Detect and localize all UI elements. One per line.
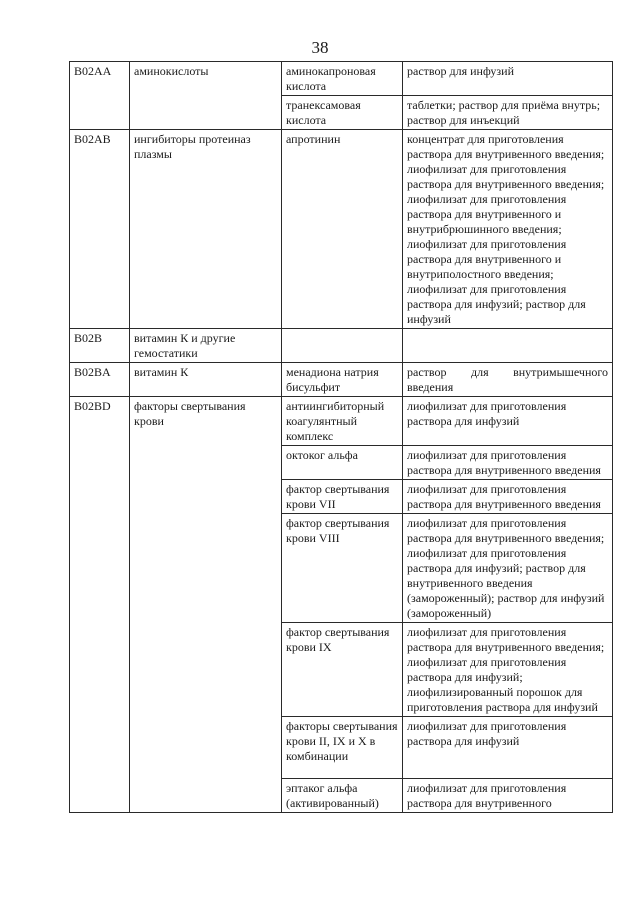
table-row: [70, 329, 613, 363]
dosage-form-cell: лиофилизат для приготовления раствора для внутривенного: [403, 779, 613, 813]
atc-code-cell: B02BD: [70, 397, 130, 813]
drug-name-cell: транексамовая кислота: [282, 96, 403, 130]
dosage-form-cell: концентрат для приготовления раствора для внутривенного введения; лиофилизат для приготовления раствора для внутривенного введения; лиофилизат для приготовления раствора для внутривенного и внутрибрюшинного введения; лиофилизат для приготовления раствора для внутривенного и внутриполостного введения; лиофилизат для приготовления раствора для инфузий; раствор для инфузий: [403, 130, 613, 329]
atc-group-cell: аминокислоты: [130, 62, 282, 130]
dosage-form-cell: лиофилизат для приготовления раствора для инфузий: [403, 717, 613, 779]
atc-group-cell: факторы свертывания крови: [130, 397, 282, 813]
dosage-form-cell: лиофилизат для приготовления раствора для внутривенного введения: [403, 446, 613, 480]
drug-name-cell: апротинин: [282, 130, 403, 329]
drug-name-cell: фактор свертывания крови VIII: [282, 514, 403, 623]
table-row: [70, 363, 613, 397]
page-number: 38: [311, 38, 329, 57]
atc-group-cell: витамин К и другие гемостатики: [130, 329, 282, 363]
drug-name-cell: октоког альфа: [282, 446, 403, 480]
dosage-form-cell: раствор для внутримышечного введения: [403, 363, 613, 397]
table-row: [70, 130, 613, 329]
table-row: [70, 397, 613, 446]
drug-name-cell: факторы свертывания крови II, IX и X в комбинации: [282, 717, 403, 779]
dosage-form-cell: лиофилизат для приготовления раствора для внутривенного введения; лиофилизат для приготовления раствора для инфузий; раствор для внутривенного введения (замороженный); раствор для инфузий (замороженный): [403, 514, 613, 623]
dosage-form-cell: раствор для инфузий: [403, 62, 613, 96]
atc-code-cell: B02BA: [70, 363, 130, 397]
dosage-form-cell: [403, 329, 613, 363]
table-row: [70, 62, 613, 96]
drug-name-cell: менадиона натрия бисульфит: [282, 363, 403, 397]
drug-name-cell: антиингибиторный коагулянтный комплекс: [282, 397, 403, 446]
drug-name-cell: аминокапроновая кислота: [282, 62, 403, 96]
drug-name-cell: эптаког альфа (активированный): [282, 779, 403, 813]
dosage-form-cell: лиофилизат для приготовления раствора для внутривенного введения; лиофилизат для приготовления раствора для инфузий; лиофилизированный порошок для приготовления раствора для инфузий: [403, 623, 613, 717]
dosage-form-cell: таблетки; раствор для приёма внутрь; раствор для инъекций: [403, 96, 613, 130]
dosage-form-cell: лиофилизат для приготовления раствора для внутривенного введения: [403, 480, 613, 514]
atc-code-cell: B02AA: [70, 62, 130, 130]
drug-name-cell: фактор свертывания крови IX: [282, 623, 403, 717]
dosage-form-cell: лиофилизат для приготовления раствора для инфузий: [403, 397, 613, 446]
atc-code-cell: B02B: [70, 329, 130, 363]
atc-group-cell: ингибиторы протеиназ плазмы: [130, 130, 282, 329]
atc-group-cell: витамин К: [130, 363, 282, 397]
drug-name-cell: фактор свертывания крови VII: [282, 480, 403, 514]
drug-name-cell: [282, 329, 403, 363]
drug-table: [69, 61, 613, 813]
atc-code-cell: B02AB: [70, 130, 130, 329]
